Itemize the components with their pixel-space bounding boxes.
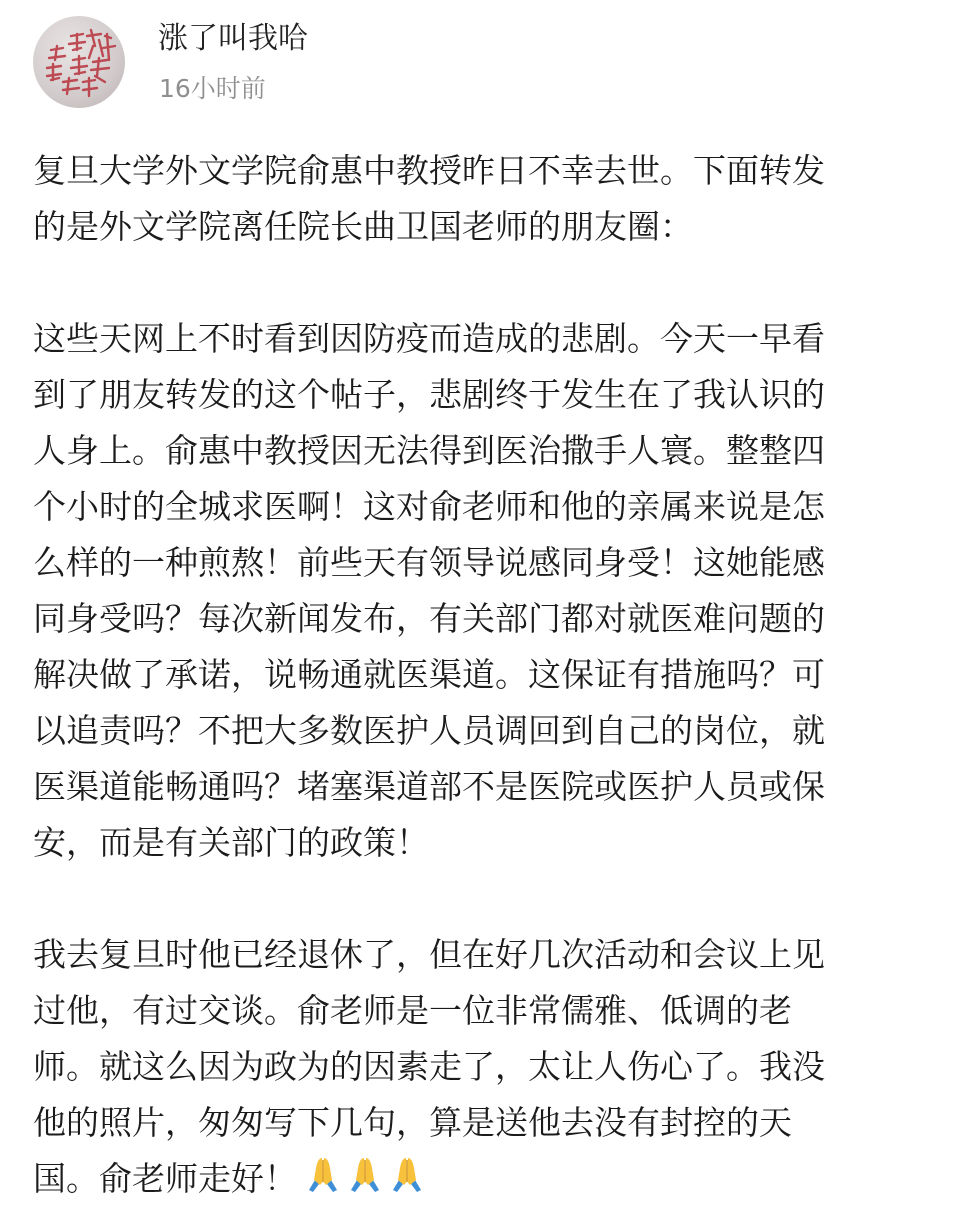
text-line: 他的照片，匆匆写下几句，算是送他去没有封控的天 bbox=[33, 1103, 792, 1142]
post-header bbox=[0, 0, 953, 130]
paragraph-2 bbox=[33, 311, 928, 871]
text-line: 人身上。俞惠中教授因无法得到医治撒手人寰。整整四 bbox=[33, 431, 825, 470]
avatar[interactable] bbox=[33, 16, 125, 108]
text-line: 个小时的全城求医啊！这对俞老师和他的亲属来说是怎 bbox=[33, 487, 825, 526]
folded-hands-icon bbox=[345, 1154, 385, 1194]
text-line: 解决做了承诺，说畅通就医渠道。这保证有措施吗？可 bbox=[33, 655, 825, 694]
text-line: 么样的一种煎熬！前些天有领导说感同身受！这她能感 bbox=[33, 543, 825, 582]
text-line: 医渠道能畅通吗？堵塞渠道部不是医院或医护人员或保 bbox=[33, 767, 825, 806]
post-body bbox=[33, 143, 928, 1211]
seal-stamp-avatar-icon bbox=[33, 16, 125, 108]
folded-hands-icon bbox=[387, 1154, 427, 1194]
text-line: 国。俞老师走好！ bbox=[33, 1159, 297, 1198]
text-line: 以追责吗？不把大多数医护人员调回到自己的岗位，就 bbox=[33, 711, 825, 750]
paragraph-1 bbox=[33, 143, 928, 255]
text-line: 复旦大学外文学院俞惠中教授昨日不幸去世。下面转发 bbox=[33, 151, 825, 190]
paragraph-3 bbox=[33, 927, 928, 1211]
text-line: 我去复旦时他已经退休了，但在好几次活动和会议上见 bbox=[33, 935, 825, 974]
emoji-group bbox=[303, 1154, 429, 1211]
folded-hands-icon bbox=[303, 1154, 343, 1194]
text-line: 到了朋友转发的这个帖子，悲剧终于发生在了我认识的 bbox=[33, 375, 825, 414]
text-line: 过他，有过交谈。俞老师是一位非常儒雅、低调的老 bbox=[33, 991, 792, 1030]
text-line: 师。就这么因为政为的因素走了，太让人伤心了。我没 bbox=[33, 1047, 825, 1086]
post-timestamp: 16小时前 bbox=[159, 74, 266, 103]
text-line: 同身受吗？每次新闻发布，有关部门都对就医难问题的 bbox=[33, 599, 825, 638]
author-name[interactable]: 涨了叫我哈 bbox=[158, 21, 308, 56]
text-line-with-emoji bbox=[33, 1151, 928, 1211]
text-line: 这些天网上不时看到因防疫而造成的悲剧。今天一早看 bbox=[33, 319, 825, 358]
text-line: 的是外文学院离任院长曲卫国老师的朋友圈： bbox=[33, 207, 693, 246]
text-line: 安，而是有关部门的政策！ bbox=[33, 823, 429, 862]
